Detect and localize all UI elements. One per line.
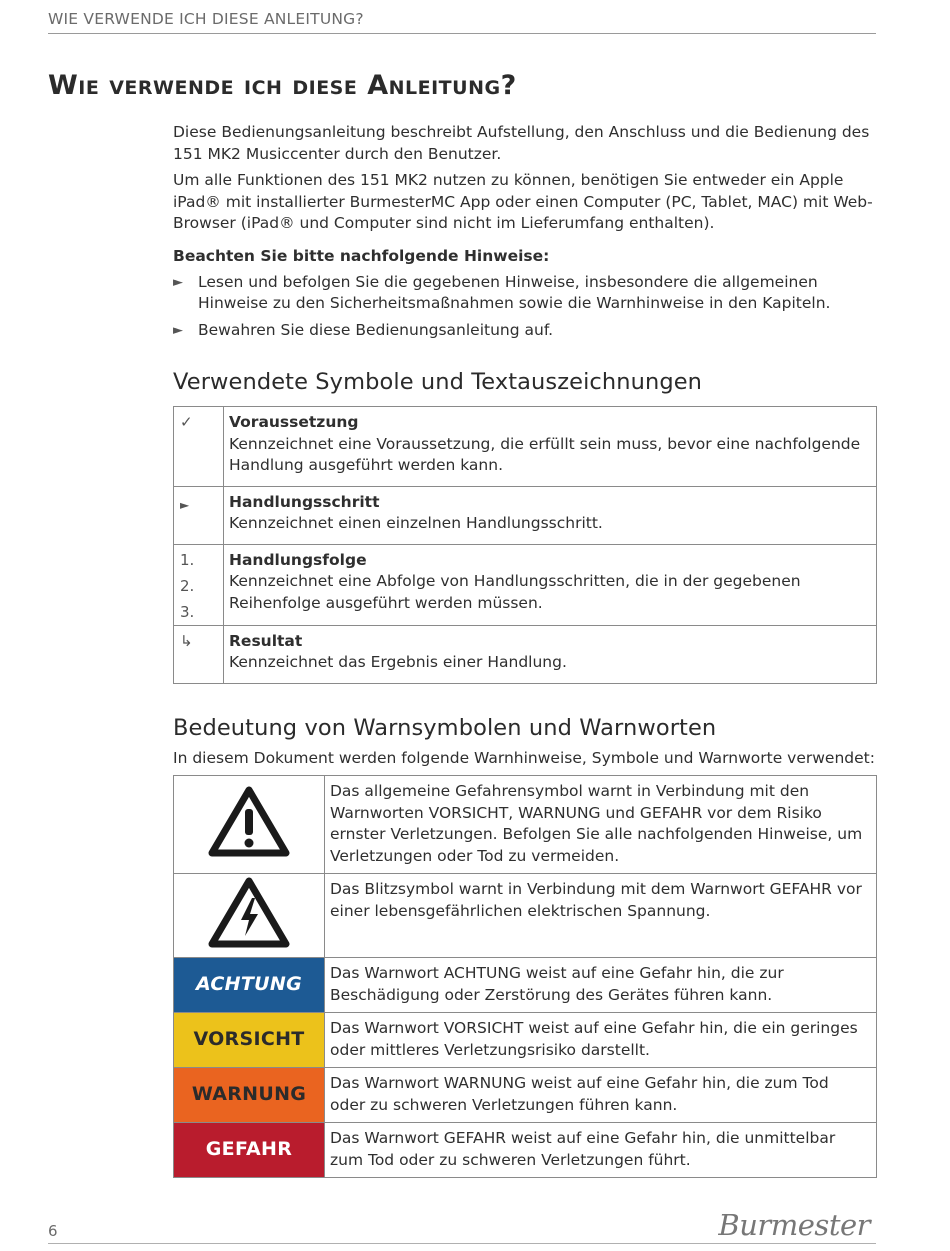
signal-word-vorsicht — [174, 1013, 325, 1068]
symbol-description: Kennzeichnet einen einzelnen Handlungsschritt. — [229, 514, 603, 532]
warning-triangle-graphic — [208, 785, 290, 857]
table-row — [174, 407, 877, 487]
page-number: 6 — [48, 1222, 58, 1240]
symbol-description-cell — [224, 407, 877, 487]
symbol-term: Voraussetzung — [229, 413, 359, 431]
symbol-description: Kennzeichnet eine Voraussetzung, die erfüllt sein muss, bevor eine nachfolgende Handlung ausgeführt werden kann. — [229, 434, 861, 474]
signal-word-gefahr — [174, 1123, 325, 1178]
bullet-text: Bewahren Sie diese Bedienungsanleitung auf. — [198, 320, 554, 339]
step-number: 1. — [180, 550, 195, 569]
warning-description: Das allgemeine Gefahrensymbol warnt in Verbindung mit den Warnworten VORSICHT, WARNUNG und GEFAHR vor dem Risiko ernster Verletzungen. Befolgen Sie alle nachfolgenden Hinweise, um Verletzungen oder Tod zu vermeiden. — [325, 776, 877, 874]
table-row — [174, 625, 877, 683]
signal-word-label: VORSICHT — [193, 1027, 305, 1050]
page-title: Wie verwende ich diese Anleitung? — [48, 70, 517, 101]
notes-heading: Beachten Sie bitte nachfolgende Hinweise: — [173, 246, 550, 265]
signal-word-label: ACHTUNG — [196, 972, 302, 995]
arrow-right-icon: ► — [174, 486, 224, 544]
lightning-danger-triangle-icon — [174, 874, 325, 958]
warning-description: Das Warnwort ACHTUNG weist auf eine Gefahr hin, die zur Beschädigung oder Zerstörung des Gerätes führen kann. — [325, 958, 877, 1013]
symbol-description-cell — [224, 544, 877, 625]
table-row — [174, 874, 877, 958]
footer-rule — [48, 1243, 876, 1244]
numbered-list-icon — [174, 544, 224, 625]
lightning-triangle-graphic — [208, 876, 290, 948]
warning-description: Das Warnwort WARNUNG weist auf eine Gefahr hin, die zum Tod oder zu schweren Verletzungen führen kann. — [325, 1068, 877, 1123]
symbol-term: Handlungsschritt — [229, 492, 380, 511]
warning-description: Das Warnwort GEFAHR weist auf eine Gefahr hin, die unmittelbar zum Tod oder zu schweren Verletzungen führt. — [325, 1123, 877, 1178]
symbol-description-cell — [224, 625, 877, 683]
table-row — [174, 958, 877, 1013]
table-row — [174, 1123, 877, 1178]
running-header: WIE VERWENDE ICH DIESE ANLEITUNG? — [48, 10, 876, 34]
table-row — [174, 1013, 877, 1068]
symbol-description: Kennzeichnet das Ergebnis einer Handlung. — [229, 653, 567, 671]
signal-word-label: GEFAHR — [205, 1137, 293, 1160]
signal-word-achtung — [174, 958, 325, 1013]
table-row — [174, 544, 877, 625]
warnings-heading: Bedeutung von Warnsymbolen und Warnworten — [173, 714, 717, 741]
symbol-term: Resultat — [229, 631, 303, 650]
step-number: 2. — [180, 576, 195, 595]
table-row — [174, 486, 877, 544]
checkmark-icon: ✓ — [174, 407, 224, 487]
table-row — [174, 776, 877, 874]
brand-logo: Burmester — [718, 1208, 870, 1242]
general-danger-triangle-icon — [174, 776, 325, 874]
step-number: 3. — [180, 602, 195, 621]
bullet-text: Lesen und befolgen Sie die gegebenen Hinweise, insbesondere die allgemeinen Hinweise zu den Sicherheitsmaßnahmen sowie die Warnhinweise in den Kapiteln. — [198, 272, 831, 312]
bullet-item — [173, 272, 876, 315]
arrow-right-icon: ► — [173, 322, 183, 338]
result-arrow-icon: ↳ — [174, 625, 224, 683]
signal-word-label: WARNUNG — [191, 1082, 307, 1105]
symbol-description: Kennzeichnet eine Abfolge von Handlungsschritten, die in der gegebenen Reihenfolge ausgeführt werden müssen. — [229, 572, 801, 612]
table-row — [174, 1068, 877, 1123]
signal-word-warnung — [174, 1068, 325, 1123]
symbols-heading: Verwendete Symbole und Textauszeichnungen — [173, 369, 703, 395]
warning-description: Das Blitzsymbol warnt in Verbindung mit dem Warnwort GEFAHR vor einer lebensgefährlichen elektrischen Spannung. — [325, 874, 877, 958]
warning-description: Das Warnwort VORSICHT weist auf eine Gefahr hin, die ein geringes oder mittleres Verletzungsrisiko darstellt. — [325, 1013, 877, 1068]
intro-paragraph-2: Um alle Funktionen des 151 MK2 nutzen zu können, benötigen Sie entweder ein Apple iPad® mit installierter BurmesterMC App oder einen Computer (PC, Tablet, MAC) mit Web-Browser (iPad® und Computer sind nicht im Lieferumfang enthalten). — [173, 171, 873, 232]
symbols-table — [173, 406, 877, 684]
symbol-term: Handlungsfolge — [229, 550, 367, 569]
warnings-table — [173, 775, 877, 1178]
bullet-item — [173, 320, 876, 342]
main-content — [173, 122, 876, 1178]
arrow-right-icon: ► — [173, 274, 183, 290]
warnings-intro: In diesem Dokument werden folgende Warnhinweise, Symbole und Warnworte verwendet: — [173, 748, 875, 767]
intro-paragraph-1: Diese Bedienungsanleitung beschreibt Aufstellung, den Anschluss und die Bedienung des 151 MK2 Musiccenter durch den Benutzer. — [173, 123, 870, 163]
symbol-description-cell — [224, 486, 877, 544]
